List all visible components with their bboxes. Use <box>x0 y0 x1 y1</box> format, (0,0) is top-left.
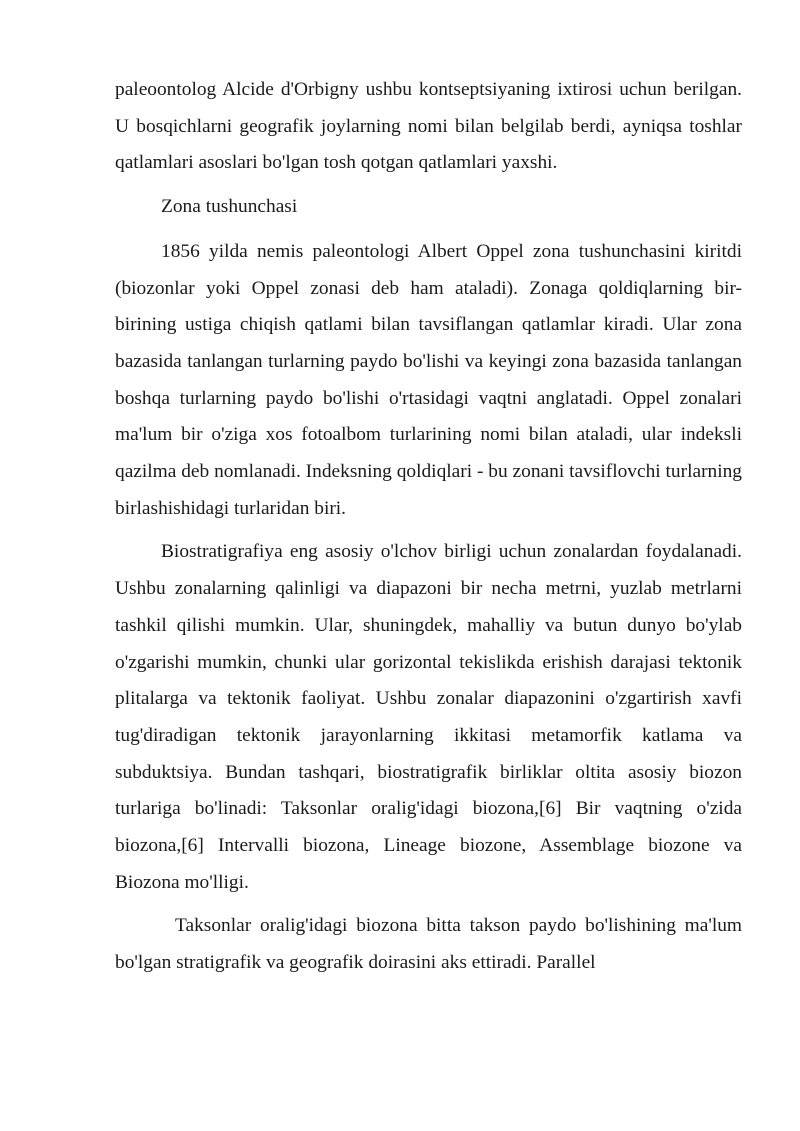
paragraph-biostratigrafiya: Biostratigrafiya eng asosiy o'lchov birligi uchun zonalardan foydalanadi. Ushbu zonalarning qalinligi va diapazoni bir necha metrni, yuzlab metrlarni tashkil qilishi mumkin. Ular, shuningdek, mahalliy va butun dunyo bo'ylab o'zgarishi mumkin, chunki ular gorizontal tekislikda erishish darajasi tektonik plitalarga va tektonik faoliyat. Ushbu zonalar diapazonini o'zgartirish xavfi tug'diradigan tektonik jarayonlarning ikkitasi metamorfik katlama va subduktsiya. Bundan tashqari, biostratigrafik birliklar oltita asosiy biozon turlariga bo'linadi: Taksonlar oralig'idagi biozona,[6] Bir vaqtning o'zida biozona,[6] Intervalli biozona, Lineage biozone, Assemblage biozone va Biozona mo'lligi. <box>115 541 742 893</box>
paragraph-oppel: 1856 yilda nemis paleontologi Albert Oppel zona tushunchasini kiritdi (biozonlar yoki Oppel zonasi deb ham ataladi). Zonaga qoldiqlarning bir-birining ustiga chiqish qatlami bilan tavsiflangan qatlamlar kiradi. Ular zona bazasida tanlangan turlarning paydo bo'lishi va keyingi zona bazasida tanlangan boshqa turlarning paydo bo'lishi o'rtasidagi vaqtni anglatadi. Oppel zonalari ma'lum bir o'ziga xos fotoalbom turlarining nomi bilan ataladi, ular indeksli qazilma deb nomlanadi. Indeksning qoldiqlari - bu zonani tavsiflovchi turlarning birlashishidagi turlaridan biri. <box>115 240 742 519</box>
section-heading-zona: Zona tushunchasi <box>161 196 298 218</box>
paragraph-taksonlar: Taksonlar oralig'idagi biozona bitta takson paydo bo'lishining ma'lum bo'lgan stratigrafik va geografik doirasini aks ettiradi. Parallel <box>115 915 742 974</box>
paragraph-intro: paleoontolog Alcide d'Orbigny ushbu kontseptsiyaning ixtirosi uchun berilgan. U bosqichlarni geografik joylarning nomi bilan belgilab berdi, ayniqsa toshlar qatlamlari asoslari bo'lgan tosh qotgan qatlamlari yaxshi. <box>115 79 742 174</box>
document-page <box>115 72 742 989</box>
